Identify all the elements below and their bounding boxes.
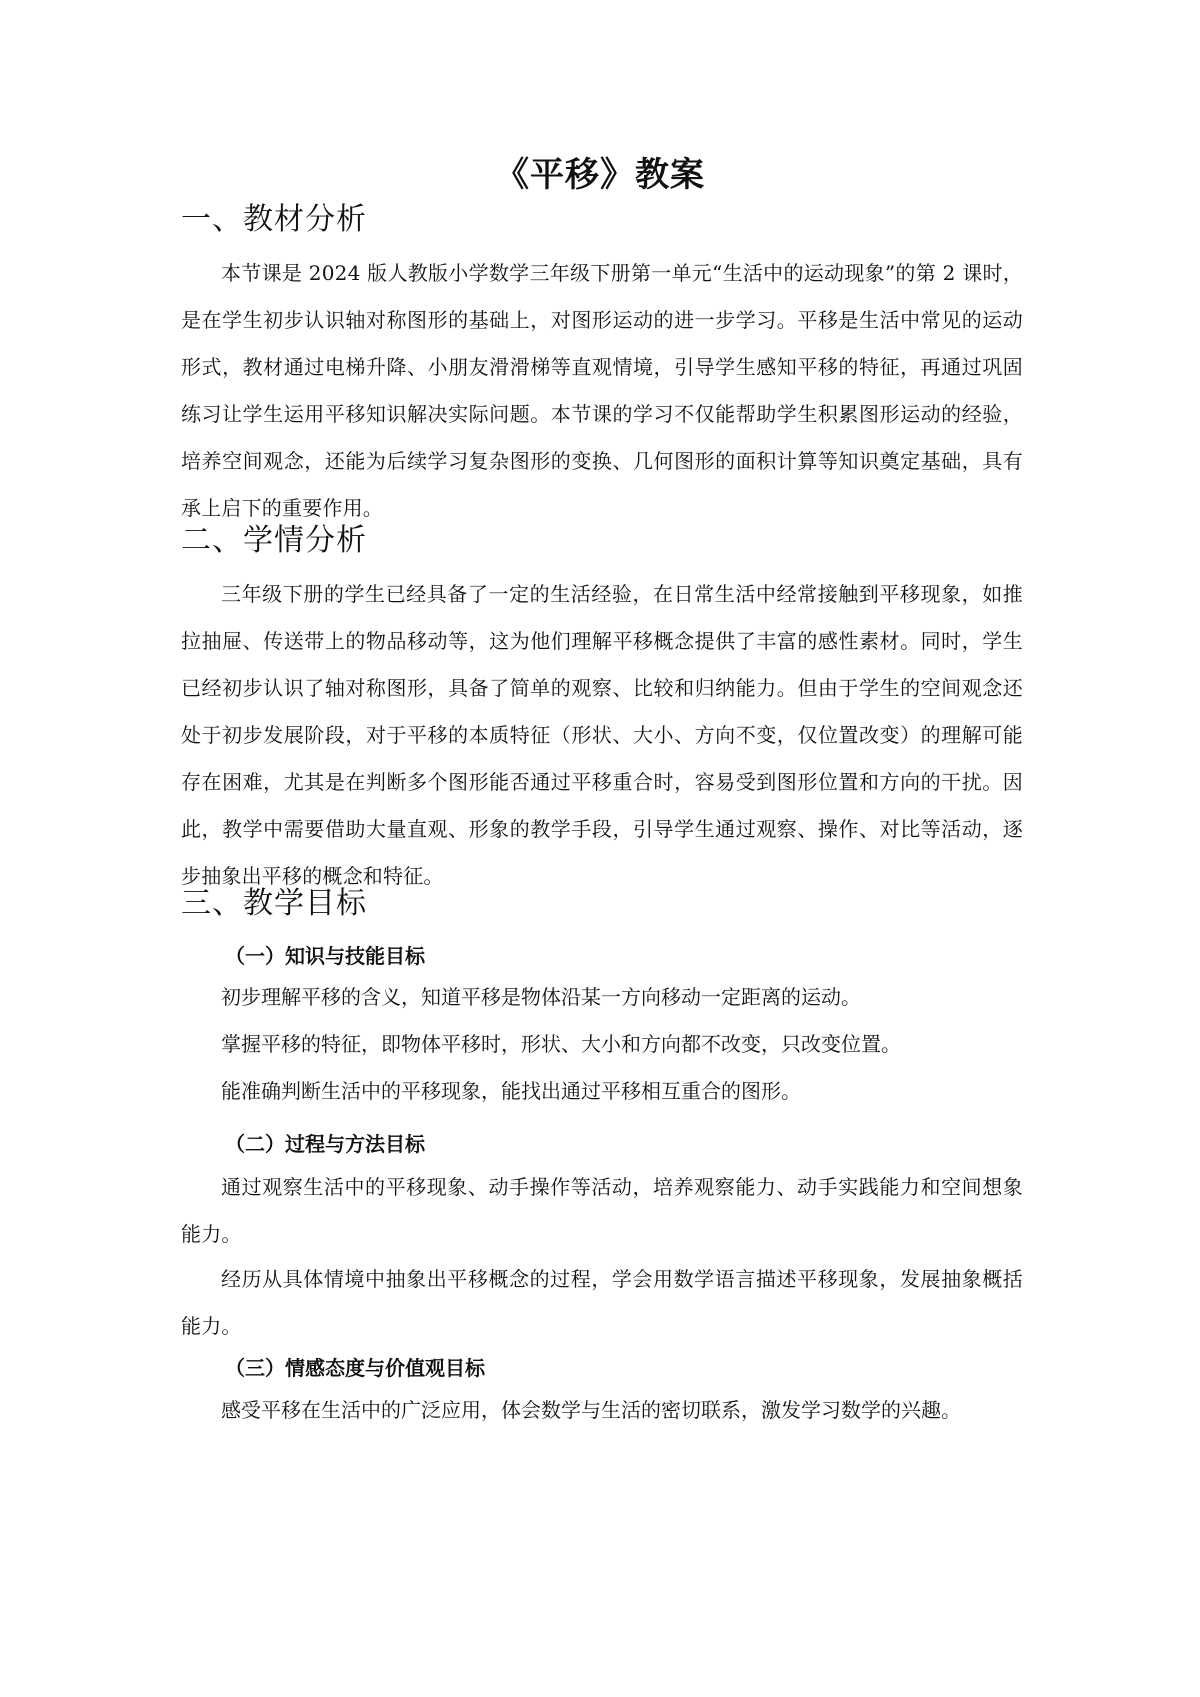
goal-heading-emotion-values: （三）情感态度与价值观目标 [225,1356,485,1380]
section-heading-teaching-goals: 三、教学目标 [181,886,367,921]
section-paragraph-learner-analysis: 三年级下册的学生已经具备了一定的生活经验，在日常生活中经常接触到平移现象，如推拉抽屉、传送带上的物品移动等，这为他们理解平移概念提供了丰富的感性素材。同时，学生已经初步认识了轴对称图形，具备了简单的观察、比较和归纳能力。但由于学生的空间观念还处于初步发展阶段，对于平移的本质特征（形状、大小、方向不变，仅位置改变）的理解可能存在困难，尤其是在判断多个图形能否通过平移重合时，容易受到图形位置和方向的干扰。因此，教学中需要借助大量直观、形象的教学手段，引导学生通过观察、操作、对比等活动，逐步抽象出平移的概念和特征。 [181,582,1023,888]
goal-paragraph: 经历从具体情境中抽象出平移概念的过程，学会用数学语言描述平移现象，发展抽象概括能力。 [181,1267,1023,1338]
section-heading-textbook-analysis: 一、教材分析 [181,202,367,237]
goal-item: 感受平移在生活中的广泛应用，体会数学与生活的密切联系，激发学习数学的兴趣。 [221,1398,961,1422]
goal-paragraph: 通过观察生活中的平移现象、动手操作等活动，培养观察能力、动手实践能力和空间想象能力。 [181,1175,1023,1246]
goal-heading-knowledge-skills: （一）知识与技能目标 [225,944,425,968]
section-heading-learner-analysis: 二、学情分析 [181,523,367,558]
goal-heading-process-method: （二）过程与方法目标 [225,1132,425,1156]
goal-item: 初步理解平移的含义，知道平移是物体沿某一方向移动一定距离的运动。 [221,985,861,1009]
document-title: 《平移》教案 [495,155,705,195]
goal-item: 掌握平移的特征，即物体平移时，形状、大小和方向都不改变，只改变位置。 [221,1032,901,1056]
goal-item: 能准确判断生活中的平移现象，能找出通过平移相互重合的图形。 [221,1079,801,1103]
section-paragraph-textbook-analysis: 本节课是 2024 版人教版小学数学三年级下册第一单元“生活中的运动现象”的第 2 课时，是在学生初步认识轴对称图形的基础上，对图形运动的进一步学习。平移是生活中常见的运动形式，教材通过电梯升降、小朋友滑滑梯等直观情境，引导学生感知平移的特征，再通过巩固练习让学生运用平移知识解决实际问题。本节课的学习不仅能帮助学生积累图形运动的经验，培养空间观念，还能为后续学习复杂图形的变换、几何图形的面积计算等知识奠定基础，具有承上启下的重要作用。 [181,261,1023,520]
